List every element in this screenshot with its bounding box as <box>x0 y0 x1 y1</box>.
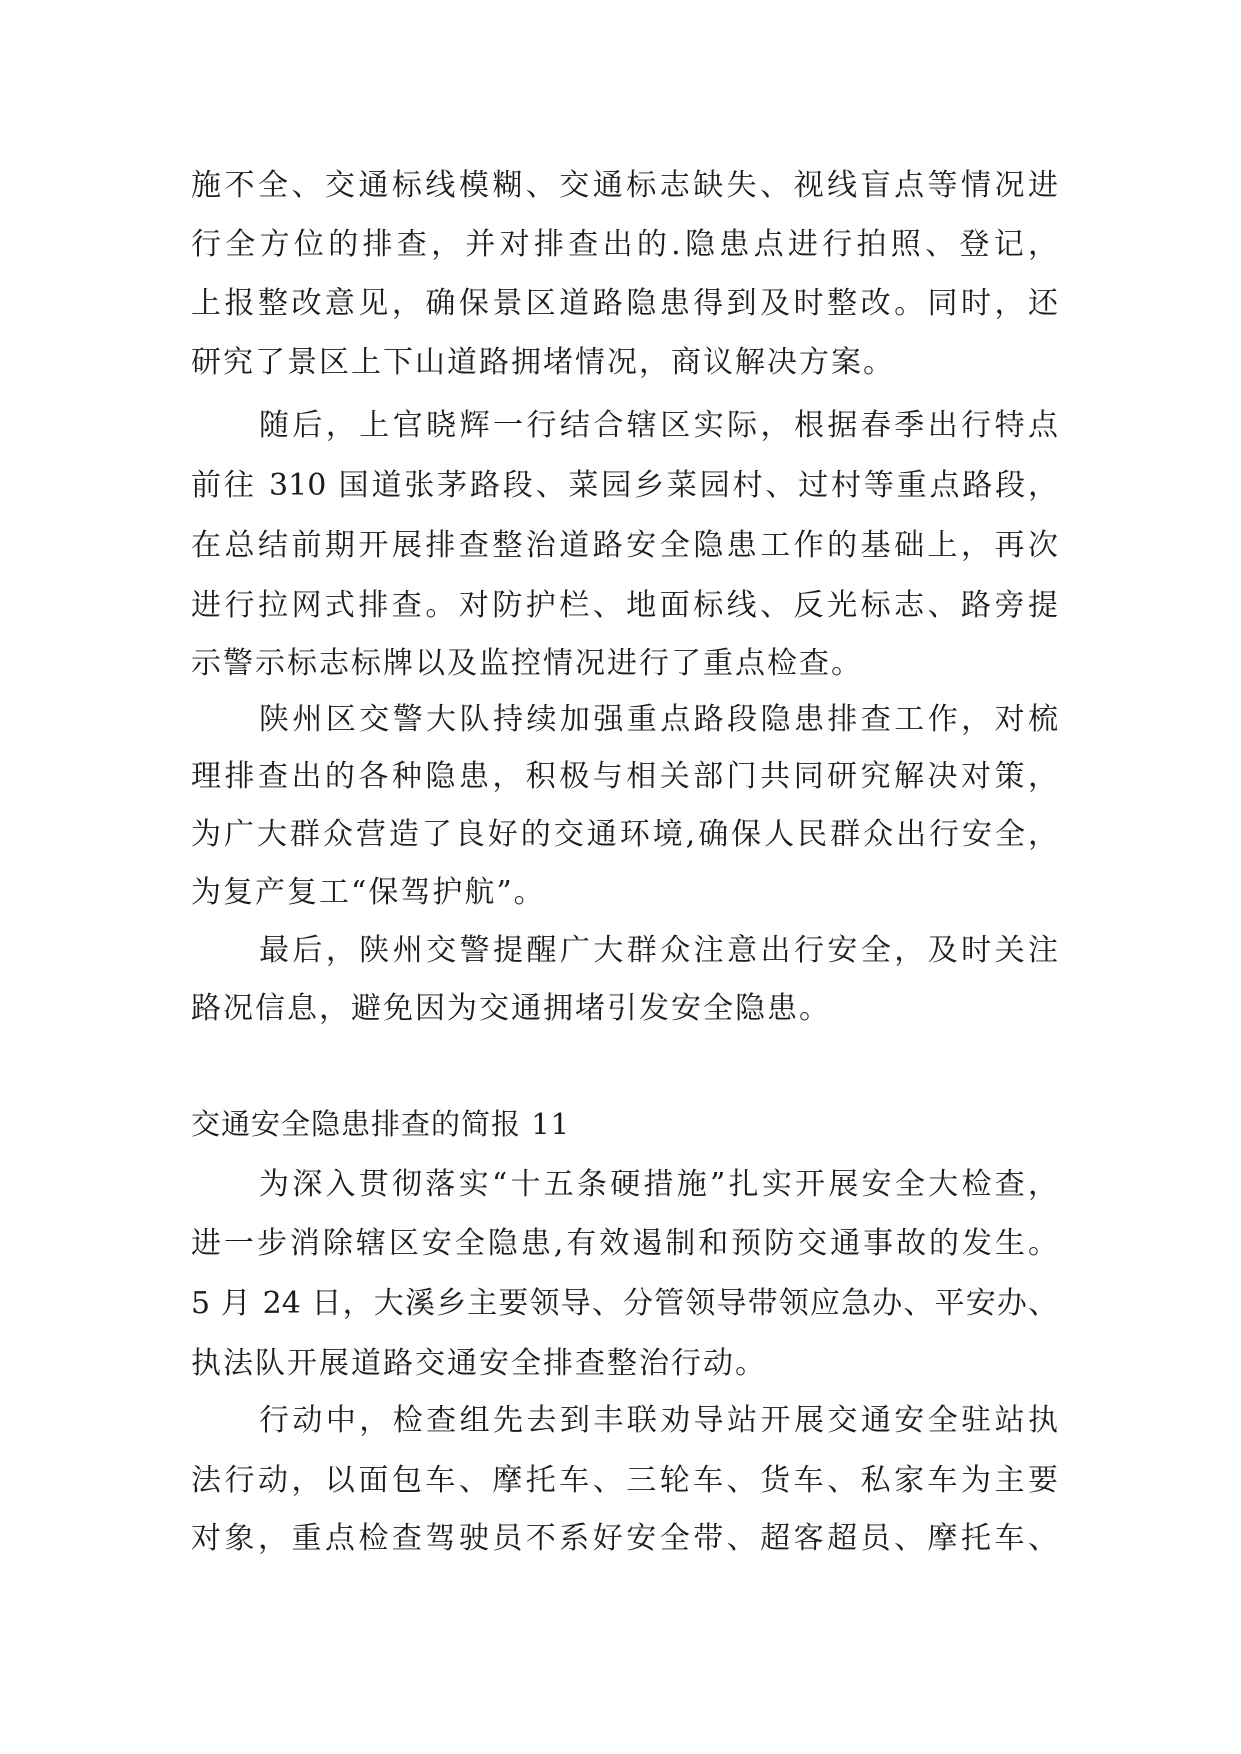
text-line: 法行动，以面包车、摩托车、三轮车、货车、私家车为主要 <box>191 1463 1058 1498</box>
text-line: 行全方位的排查，并对排查出的.隐患点进行拍照、登记， <box>191 227 1058 262</box>
text-line: 为广大群众营造了良好的交通环境,确保人民群众出行安全， <box>191 817 1058 852</box>
text-line: 前往 310 国道张茅路段、菜园乡菜园村、过村等重点路段， <box>191 468 1058 503</box>
text-line: 行动中，检查组先去到丰联劝导站开展交通安全驻站执 <box>259 1403 1058 1438</box>
text-line: 执法队开展道路交通安全排查整治行动。 <box>191 1346 767 1381</box>
text-line: 进行拉网式排查。对防护栏、地面标线、反光标志、路旁提 <box>191 588 1058 623</box>
text-line: 理排查出的各种隐患，积极与相关部门共同研究解决对策， <box>191 759 1058 794</box>
text-line: 对象，重点检查驾驶员不系好安全带、超客超员、摩托车、 <box>191 1521 1058 1556</box>
section-title: 交通安全隐患排查的简报 11 <box>191 1107 571 1141</box>
text-line: 施不全、交通标线模糊、交通标志缺失、视线盲点等情况进 <box>191 168 1058 203</box>
text-line: 5 月 24 日，大溪乡主要领导、分管领导带领应急办、平安办、 <box>191 1286 1058 1321</box>
text-line: 示警示标志标牌以及监控情况进行了重点检查。 <box>191 646 863 681</box>
text-line: 研究了景区上下山道路拥堵情况，商议解决方案。 <box>191 345 895 380</box>
text-line: 陕州区交警大队持续加强重点路段隐患排查工作，对梳 <box>259 702 1058 737</box>
text-line: 进一步消除辖区安全隐患,有效遏制和预防交通事故的发生。 <box>191 1226 1058 1261</box>
text-line: 路况信息，避免因为交通拥堵引发安全隐患。 <box>191 991 831 1026</box>
text-line: 在总结前期开展排查整治道路安全隐患工作的基础上，再次 <box>191 528 1058 563</box>
text-line: 为深入贯彻落实“十五条硬措施”扎实开展安全大检查， <box>259 1167 1058 1202</box>
text-line: 最后，陕州交警提醒广大群众注意出行安全，及时关注 <box>259 933 1058 968</box>
text-line: 为复产复工“保驾护航”。 <box>191 875 546 910</box>
text-line: 上报整改意见，确保景区道路隐患得到及时整改。同时，还 <box>191 286 1058 321</box>
text-line: 随后，上官晓辉一行结合辖区实际，根据春季出行特点 <box>259 408 1058 443</box>
